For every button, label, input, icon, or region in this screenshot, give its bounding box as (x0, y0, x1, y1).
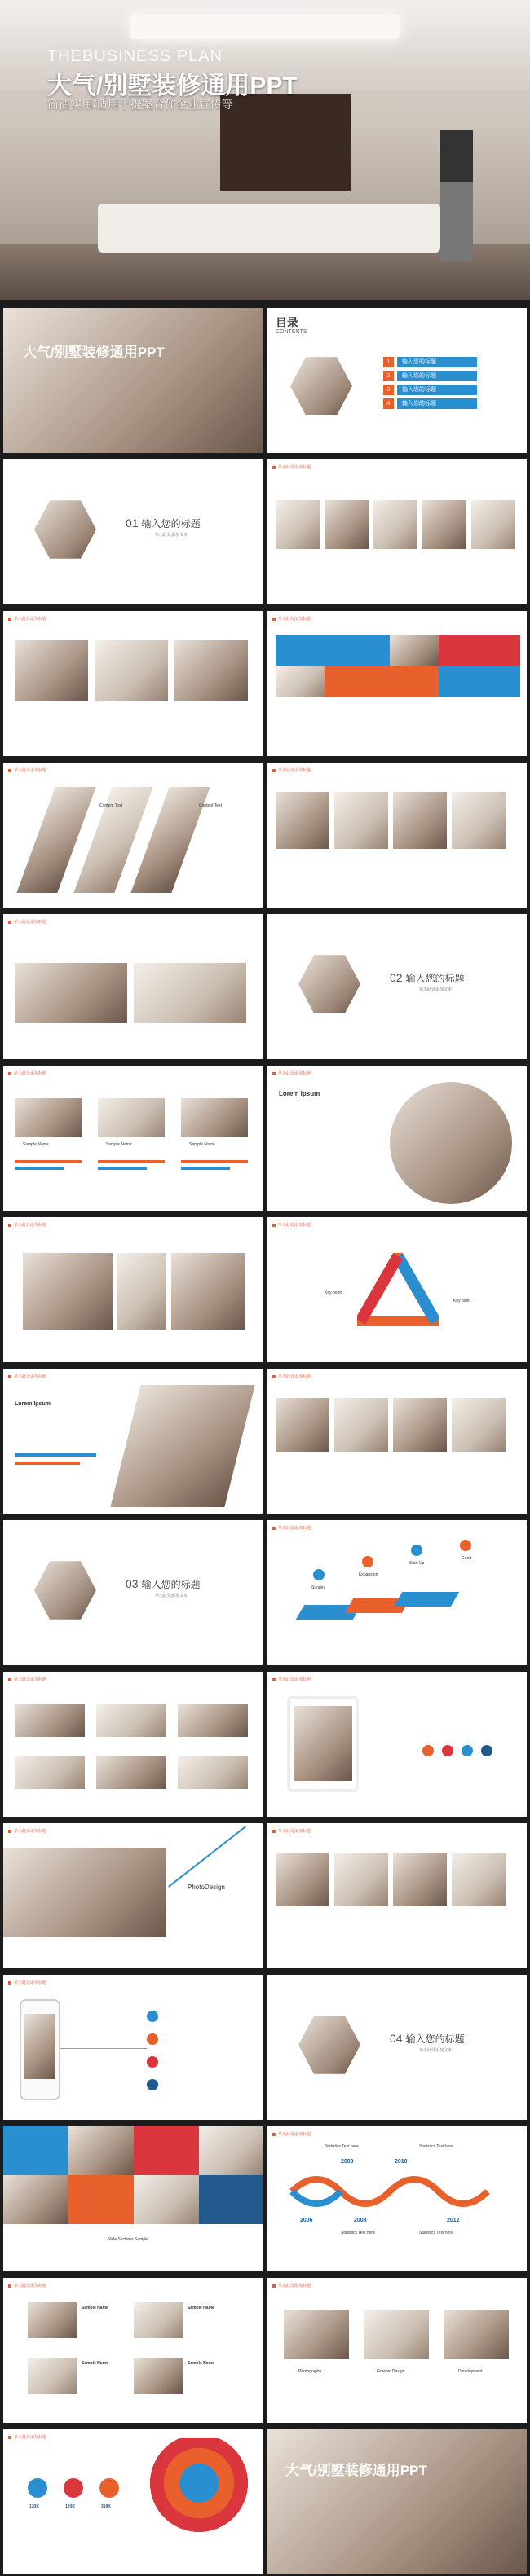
slide-key-points[interactable] (267, 1217, 527, 1362)
progress-bar-2 (98, 1160, 165, 1163)
photo-2 (95, 640, 168, 701)
year-2008: 2008 (354, 2218, 367, 2223)
toc-item-4[interactable]: 4 输入您的标题 (383, 398, 481, 409)
category-label-3: Development (458, 2369, 483, 2374)
lorem-title: Lorem Ipsum (279, 1090, 320, 1097)
strip-photo (110, 1385, 254, 1507)
slide-six-photos[interactable] (3, 1672, 263, 1817)
photo-1 (276, 1853, 329, 1906)
progress-bar-1 (15, 1453, 96, 1457)
photo-2 (117, 1253, 166, 1330)
photo-3 (174, 640, 248, 701)
sample-name-2: Sample Name (188, 2306, 214, 2310)
hero-ceiling-light (130, 15, 400, 39)
sample-name-2: Sample Name (106, 1142, 132, 1147)
photo-2 (96, 1704, 166, 1737)
photo-5 (96, 1756, 166, 1789)
slide-timeline[interactable] (267, 2126, 527, 2271)
photo-1 (15, 963, 127, 1023)
statistics-bottom-2: Statistics Text here (419, 2231, 453, 2235)
category-photo-1 (284, 2310, 349, 2359)
slide-diagonal-photos[interactable] (3, 763, 263, 908)
photo-4 (134, 2358, 183, 2394)
social-tree-graphic (150, 2438, 248, 2568)
block-photo-2 (276, 666, 325, 697)
closing-title: 大气/别墅装修通用PPT (285, 2463, 427, 2478)
slide-header: 单击此处添加标题 (272, 1828, 311, 1834)
section-01-title: 01 输入您的标题 (126, 517, 201, 530)
slide-two-photos[interactable] (3, 914, 263, 1059)
sample-name-4: Sample Name (188, 2361, 214, 2366)
photo-4 (452, 792, 506, 849)
year-2009: 2009 (341, 2159, 354, 2165)
slide-header: 单击此处添加标题 (272, 616, 311, 622)
branch-dot-2 (147, 2033, 158, 2045)
closing-photo (267, 2429, 527, 2574)
process-label-4: Good (462, 1556, 472, 1561)
section-02-title: 02 输入您的标题 (390, 971, 465, 984)
slide-header: 单击此处添加标题 (272, 1677, 311, 1682)
branch-dot-1 (147, 2011, 158, 2022)
content-text-label: Content Text (199, 803, 222, 808)
process-step-3 (394, 1592, 459, 1607)
process-dot-4 (460, 1540, 471, 1551)
block-navy (199, 2175, 263, 2224)
sample-name-3: Sample Name (82, 2361, 108, 2366)
social-count-1: 120K (29, 2504, 39, 2509)
slide-header: 单击此处添加标题 (8, 1374, 46, 1379)
section-01-hex (28, 492, 103, 567)
key-point-2: Key point (453, 1299, 470, 1303)
section-04-hex (292, 2007, 367, 2082)
year-2006: 2006 (300, 2218, 313, 2223)
slide-header: 单击此处添加标题 (272, 2131, 311, 2137)
photo-3 (393, 1398, 447, 1452)
slide-photodesign[interactable] (3, 1823, 263, 1968)
triangle-cycle-graphic (357, 1253, 439, 1326)
lorem-title: Lorem Ipsum (15, 1401, 51, 1407)
category-photo-2 (364, 2310, 429, 2359)
photo-3 (373, 500, 417, 549)
hero-subtitle: 简洁实用/适用于提案合作企业宣传等 (47, 98, 233, 111)
progress-bar-2 (15, 1462, 80, 1465)
photo-2 (199, 2126, 263, 2175)
photo-4 (15, 1756, 85, 1789)
year-2010: 2010 (395, 2159, 408, 2165)
block-blue (3, 2126, 68, 2175)
photo-2 (98, 1098, 165, 1137)
slide-header: 单击此处添加标题 (8, 2283, 46, 2288)
block-orange (325, 666, 439, 697)
hero-sofa (98, 204, 440, 253)
slide-section-03[interactable] (3, 1520, 263, 1665)
block-photo-1 (390, 635, 439, 666)
progress-bar-3 (181, 1160, 248, 1163)
slide-diagonal-strip[interactable] (3, 1369, 263, 1514)
block-red (134, 2126, 199, 2175)
color-dot-4 (481, 1745, 492, 1756)
toc-item-2[interactable]: 2 输入您的标题 (383, 371, 481, 381)
section-03-text: 单击此处添加文本 (155, 1594, 188, 1598)
photo-1 (276, 792, 329, 849)
slide-color-blocks[interactable] (267, 611, 527, 756)
block-blue (276, 635, 390, 666)
photo-2 (325, 500, 369, 549)
circle-image (390, 1082, 512, 1204)
photo-4 (134, 2175, 199, 2224)
slide-header: 单击此处添加标题 (8, 1070, 46, 1076)
content-text-label: Content Text (99, 803, 122, 808)
weibo-icon (64, 2478, 83, 2498)
photo-1 (15, 1098, 82, 1137)
slide-process[interactable] (267, 1520, 527, 1665)
process-dot-3 (411, 1545, 422, 1556)
slide-header: 单击此处添加标题 (8, 1828, 46, 1834)
photo-5 (471, 500, 515, 549)
toc-item-3[interactable]: 3 输入您的标题 (383, 385, 481, 395)
slide-photo-collage[interactable] (3, 1217, 263, 1362)
slide-header: 单击此处添加标题 (272, 767, 311, 773)
photo-2 (134, 963, 246, 1023)
progress-bar-4 (15, 1167, 64, 1170)
year-2012: 2012 (447, 2218, 460, 2223)
statistics-bottom-1: Statistics Text here (341, 2231, 375, 2235)
sample-name-3: Sample Name (189, 1142, 215, 1147)
slide-three-photos[interactable] (3, 611, 263, 756)
slide-header: 单击此处添加标题 (272, 1374, 311, 1379)
slide-header: 单击此处添加标题 (272, 2283, 311, 2288)
photo-4 (452, 1398, 506, 1452)
photo-3 (28, 2358, 77, 2394)
slide-header: 单击此处添加标题 (8, 1980, 46, 1985)
photo-1 (23, 1253, 113, 1330)
progress-bar-5 (98, 1167, 147, 1170)
toc-item-1[interactable]: 1 输入您的标题 (383, 357, 481, 367)
slide-categories[interactable] (267, 2278, 527, 2423)
slide-photo-row[interactable] (267, 459, 527, 604)
toc-title: 目录 (276, 316, 298, 329)
process-label-3: Start Up (409, 1561, 425, 1566)
photo-1 (276, 500, 320, 549)
photo-2 (134, 2302, 183, 2338)
toc-hex-image (284, 349, 359, 424)
progress-bar-1 (15, 1160, 82, 1163)
slide-social-tree[interactable] (3, 2429, 263, 2574)
slide-header: 单击此处添加标题 (8, 2434, 46, 2440)
section-03-title: 03 输入您的标题 (126, 1577, 201, 1590)
sample-name-1: Sample Name (23, 1142, 49, 1147)
photo-4 (452, 1853, 506, 1906)
cover-title: 大气/别墅装修通用PPT (23, 345, 165, 360)
slide-tagline: Slide Sections Sample (108, 2237, 149, 2242)
progress-bar-6 (181, 1167, 230, 1170)
rss-icon (99, 2478, 119, 2498)
photo-1 (15, 640, 88, 701)
slide-photo-grid-2[interactable] (267, 1823, 527, 1968)
photo-1 (15, 1704, 85, 1737)
process-label-1: Suraley (311, 1585, 325, 1590)
photo-2 (334, 1398, 388, 1452)
slide-header: 单击此处添加标题 (8, 919, 46, 925)
photo-3 (181, 1098, 248, 1137)
cover-photo (3, 308, 263, 453)
section-01-text: 单击此处添加文本 (155, 533, 188, 538)
hero-floor-lamp (440, 130, 473, 261)
slide-header: 单击此处添加标题 (272, 1525, 311, 1531)
slide-cover-thumb[interactable] (3, 308, 263, 453)
section-02-text: 单击此处添加文本 (419, 987, 453, 992)
statistics-top-2: Statistics Text here (419, 2144, 453, 2149)
accent-line (168, 1826, 246, 1887)
slide-sample-bars[interactable] (3, 1066, 263, 1211)
process-label-2: Expansion (359, 1572, 378, 1577)
branch-line (60, 2048, 147, 2049)
photo-1 (68, 2126, 134, 2175)
hero-feature-wall (220, 94, 351, 191)
slide-header: 单击此处添加标题 (8, 616, 46, 622)
hero-title: 大气/别墅装修通用PPT (47, 73, 298, 99)
slide-photo-caption-row[interactable] (267, 1369, 527, 1514)
timeline-wave (284, 2167, 512, 2216)
photo-1 (28, 2302, 77, 2338)
photo-2 (334, 792, 388, 849)
hero-subtitle-en: THEBUSINESS PLAN (47, 47, 223, 65)
statistics-top-1: Statistics Text here (325, 2144, 359, 2149)
slide-closing[interactable] (267, 2429, 527, 2574)
branch-dot-4 (147, 2079, 158, 2090)
photo-1 (276, 1398, 329, 1452)
slide-header: 单击此处添加标题 (8, 1222, 46, 1228)
slide-header: 单击此处添加标题 (8, 1677, 46, 1682)
slide-toc[interactable] (267, 308, 527, 453)
photo-3 (3, 2175, 68, 2224)
slide-sample-grid[interactable] (3, 2278, 263, 2423)
slide-section-02[interactable] (267, 914, 527, 1059)
photo-4 (422, 500, 466, 549)
photo-3 (178, 1704, 248, 1737)
twitter-icon (28, 2478, 47, 2498)
slide-header: 单击此处添加标题 (272, 1070, 311, 1076)
key-point-1: Key point (325, 1290, 342, 1295)
slide-header: 单击此处添加标题 (272, 464, 311, 470)
section-02-hex (292, 947, 367, 1022)
photodesign-title: PhotoDesign (188, 1884, 225, 1891)
category-label-2: Graphic Design (377, 2369, 405, 2374)
photo-3 (171, 1253, 245, 1330)
branch-dot-3 (147, 2056, 158, 2068)
photodesign-photo (3, 1848, 166, 1937)
section-03-hex (28, 1553, 103, 1628)
block-orange (68, 2175, 134, 2224)
slide-section-04[interactable] (267, 1975, 527, 2120)
slide-photo-grid[interactable] (267, 763, 527, 908)
toc-title-en: CONTENTS (276, 329, 307, 335)
category-label-1: Photography (298, 2369, 322, 2374)
process-dot-2 (362, 1556, 373, 1567)
sample-name-1: Sample Name (82, 2306, 108, 2310)
photo-3 (393, 792, 447, 849)
block-blue-2 (439, 666, 520, 697)
color-dot-2 (442, 1745, 453, 1756)
slide-header: 单击此处添加标题 (272, 1222, 311, 1228)
section-04-title: 04 输入您的标题 (390, 2032, 465, 2045)
slide-concentric-circle[interactable] (267, 1066, 527, 1211)
tablet-frame (287, 1696, 359, 1792)
photo-6 (178, 1756, 248, 1789)
slide-section-01[interactable] (3, 459, 263, 604)
block-red (439, 635, 520, 666)
slide-header: 单击此处添加标题 (8, 767, 46, 773)
slide-tablet-dots[interactable] (267, 1672, 527, 1817)
slide-phone-branches[interactable] (3, 1975, 263, 2120)
social-count-3: 319K (101, 2504, 111, 2509)
phone-frame (20, 1999, 60, 2100)
hero-slide (0, 0, 530, 300)
category-photo-3 (444, 2310, 509, 2359)
section-04-text: 单击此处添加文本 (419, 2048, 453, 2053)
process-dot-1 (313, 1569, 325, 1580)
slide-color-collage[interactable] (3, 2126, 263, 2271)
color-dot-1 (422, 1745, 434, 1756)
social-count-2: 120K (65, 2504, 75, 2509)
photo-2 (334, 1853, 388, 1906)
photo-3 (393, 1853, 447, 1906)
color-dot-3 (462, 1745, 473, 1756)
